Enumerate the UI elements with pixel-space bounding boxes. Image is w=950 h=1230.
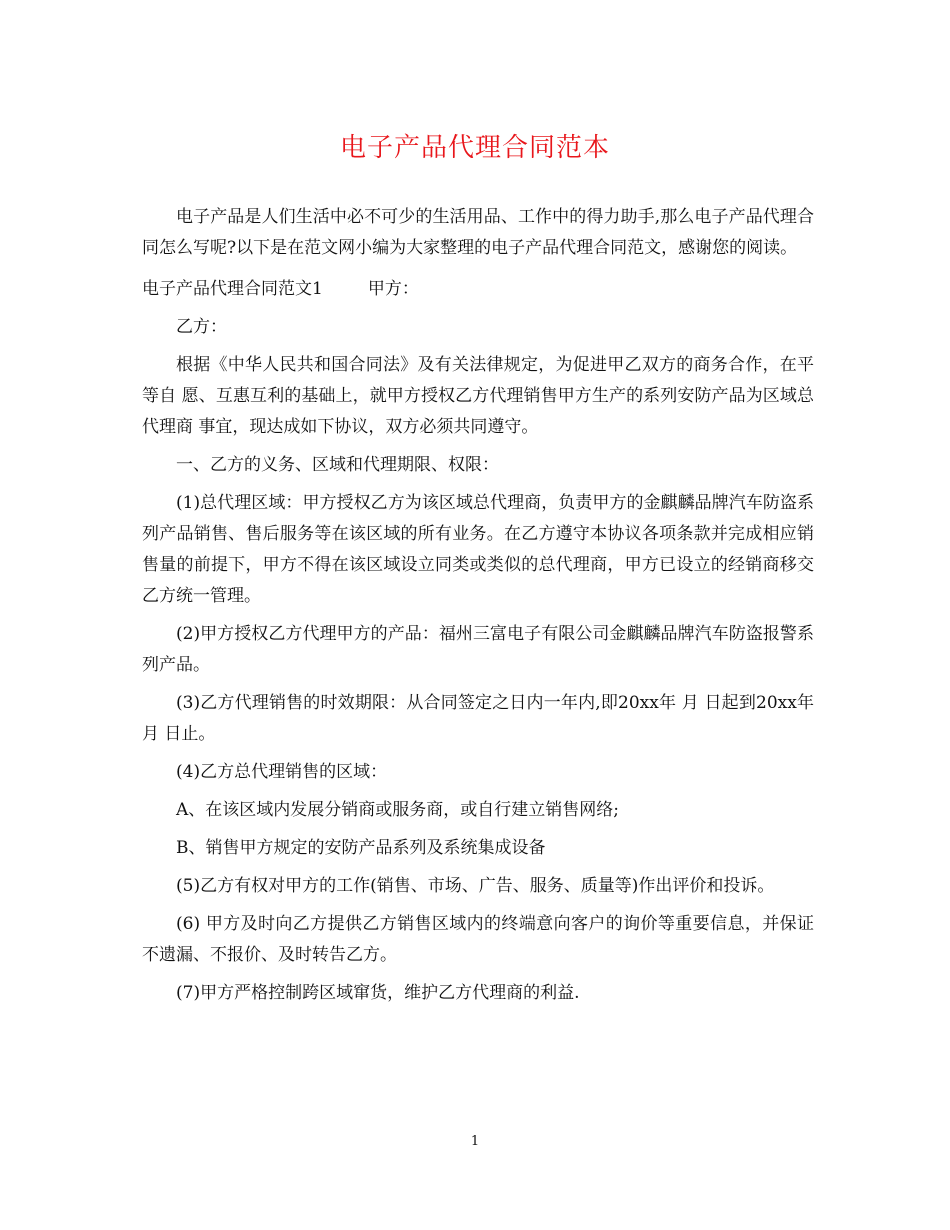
section-heading: 一、乙方的义务、区域和代理期限、权限： [176, 455, 499, 475]
clause-4-item-b: B、销售甲方规定的安防产品系列及系统集成设备 [176, 838, 546, 858]
party-a-label: 甲方： [367, 279, 419, 299]
clause-4: (4)乙方总代理销售的区域： [176, 762, 388, 782]
clause-1: (1)总代理区域：甲方授权乙方为该区域总代理商，负责甲方的金麒麟品牌汽车防盗系列产品销售、售后服务等在该区域的所有业务。在乙方遵守本协议各项条款并完成相应销售量的前提下，甲方不得在该区域设立同类或类似的总代理商，甲方已设立的经销商移交乙方统一管理。 [142, 493, 814, 606]
document-body [142, 202, 814, 1016]
intro-paragraph: 电子产品是人们生活中必不可少的生活用品、工作中的得力助手,那么电子产品代理合同怎么写呢?以下是在范文网小编为大家整理的电子产品代理合同范文，感谢您的阅读。 [142, 207, 814, 258]
clause-3: (3)乙方代理销售的时效期限：从合同签定之日内一年内,即20xx年 月 日起到20xx年 月 日止。 [142, 693, 814, 744]
party-b-label: 乙方： [176, 317, 227, 337]
document-title: 电子产品代理合同范本 [339, 133, 610, 163]
clause-2: (2)甲方授权乙方代理甲方的产品：福州三富电子有限公司金麒麟品牌汽车防盗报警系列产品。 [142, 624, 814, 675]
contract-heading-line [142, 274, 814, 305]
contract-sample-label: 电子产品代理合同范文1 [142, 279, 323, 299]
clause-6: (6) 甲方及时向乙方提供乙方销售区域内的终端意向客户的询价等重要信息，并保证不遗漏、不报价、及时转告乙方。 [142, 914, 814, 965]
clause-7: (7)甲方严格控制跨区域窜货，维护乙方代理商的利益. [176, 983, 580, 1003]
preamble-paragraph: 根据《中华人民共和国合同法》及有关法律规定，为促进甲乙双方的商务合作，在平等自 愿、互惠互利的基础上，就甲方授权乙方代理销售甲方生产的系列安防产品为区域总代理商 事宜，现达成如下协议，双方必须共同遵守。 [142, 355, 814, 437]
clause-4-item-a: A、在该区域内发展分销商或服务商，或自行建立销售网络; [176, 800, 620, 820]
clause-5: (5)乙方有权对甲方的工作(销售、市场、广告、服务、质量等)作出评价和投诉。 [176, 876, 775, 896]
page-number: 1 [470, 1134, 480, 1149]
